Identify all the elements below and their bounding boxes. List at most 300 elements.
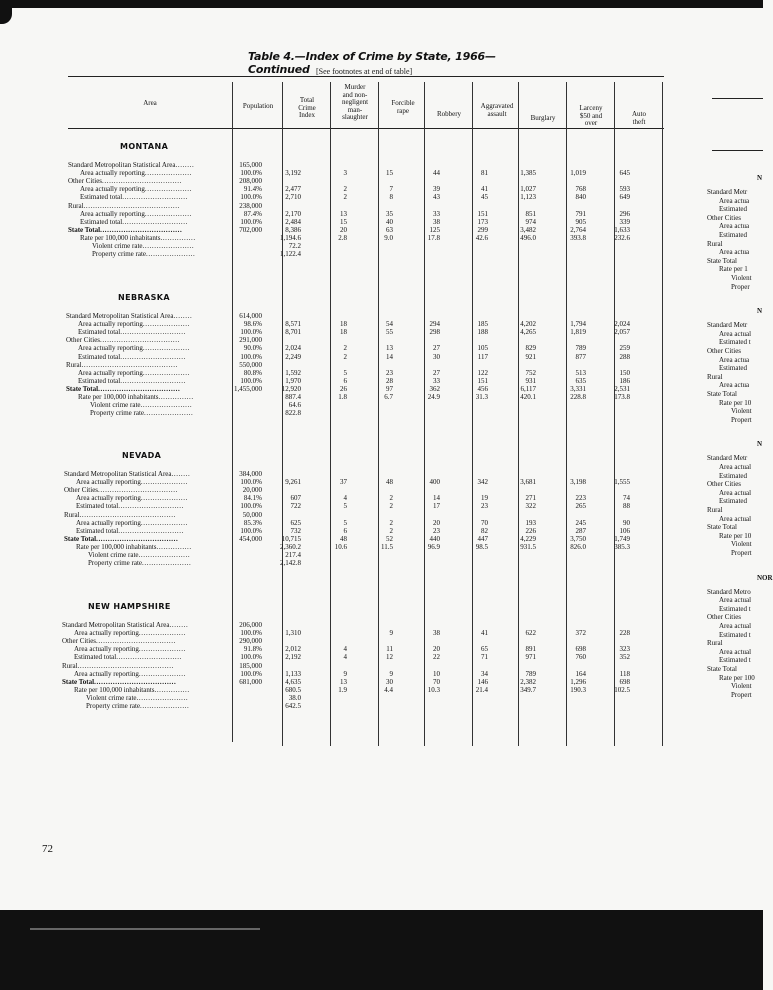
row-label-text: Estimated total	[78, 328, 121, 337]
cell-rape: 9	[389, 629, 393, 638]
cell-rape: 11.5	[381, 542, 393, 551]
cell-larceny: 228.8	[570, 393, 586, 401]
leader-dots: .....................	[144, 409, 194, 418]
cell-larceny: 905	[575, 217, 586, 226]
row-label	[64, 535, 178, 543]
cell-population: 91.4%	[243, 185, 262, 194]
cell-rape: 48	[386, 478, 393, 487]
leader-dots: ..................................	[96, 637, 176, 646]
row-label-text: Rate per 100,000 inhabitants	[74, 685, 155, 694]
leader-dots: ....................	[140, 478, 188, 487]
cell-rape: 35	[386, 209, 393, 218]
cell-burglary: 622	[525, 629, 536, 638]
cell-auto: 1,555	[614, 478, 630, 487]
cell-total: 642.5	[285, 702, 301, 710]
cell-burglary: 891	[525, 645, 536, 654]
leader-dots: ............................	[120, 352, 186, 361]
cell-burglary: 1,123	[520, 193, 536, 202]
cell-larceny: 223	[575, 494, 586, 503]
cell-rape: 63	[386, 225, 393, 234]
cell-assault: 70	[481, 518, 488, 527]
header-top-rule	[68, 76, 664, 77]
cell-rape: 2	[389, 502, 393, 511]
leader-dots: .....................	[142, 559, 192, 568]
cell-population: 87.4%	[243, 209, 262, 218]
fragment-text: Area actual	[719, 647, 752, 656]
row-label	[80, 185, 192, 193]
scan-artifact	[30, 928, 260, 930]
header-population: Population	[242, 102, 274, 110]
header-murder-line: slaughter	[342, 113, 368, 121]
cell-rape: 23	[386, 368, 393, 377]
cell-burglary: 349.7	[520, 685, 536, 694]
cell-murder: 9	[343, 669, 347, 678]
cell-auto: 323	[619, 645, 630, 654]
row-label-text: Violent crime rate	[88, 551, 139, 559]
cell-total: 2,360.2	[280, 542, 301, 551]
cell-larceny: 768	[575, 185, 586, 194]
row-label-text: State Total	[68, 225, 101, 234]
fragment-text: State Total	[707, 665, 737, 673]
cell-larceny: 1,296	[570, 677, 586, 686]
cell-population: 1,455,000	[234, 384, 262, 393]
cell-robbery: 39	[433, 185, 440, 194]
header-burglary	[520, 115, 566, 123]
row-label	[80, 193, 188, 201]
row-label	[78, 328, 186, 336]
cell-auto: 118	[619, 669, 630, 678]
leader-dots: ........	[169, 621, 189, 629]
header-murder-line: man-	[347, 105, 363, 114]
fragment-text: Area actua	[719, 196, 750, 205]
cell-assault: 456	[477, 384, 488, 393]
fragment-text: Estimated t	[719, 604, 751, 613]
cell-population: 290,000	[239, 637, 262, 646]
cell-total: 822.8	[285, 409, 301, 418]
row-label	[78, 320, 190, 328]
cell-population: 91.8%	[243, 645, 262, 654]
cell-robbery: 125	[429, 225, 440, 234]
row-label	[64, 486, 178, 494]
cell-total: 8,571	[285, 320, 301, 329]
cell-murder: 10.6	[334, 542, 347, 551]
leader-dots: ......................	[142, 242, 195, 250]
cell-population: 50,000	[242, 510, 262, 519]
row-label	[68, 177, 182, 185]
row-label-text: Violent crime rate	[90, 401, 141, 410]
row-label-text: Property crime rate	[86, 702, 141, 710]
leader-dots: ............................	[122, 193, 188, 202]
row-label	[66, 312, 192, 320]
cell-rape: 13	[386, 344, 393, 353]
header-larceny-line: over	[584, 119, 598, 127]
cell-total: 2,192	[285, 653, 301, 662]
scan-top-edge	[0, 0, 763, 8]
cell-auto: 593	[619, 185, 630, 194]
cell-larceny: 190.3	[570, 685, 586, 694]
fragment-text: Area actua	[719, 248, 750, 257]
cell-murder: 6	[343, 376, 347, 385]
row-label-text: Estimated total	[76, 526, 119, 535]
fragment-text: Other Cities	[707, 480, 742, 489]
cell-larceny: 1,019	[570, 169, 586, 178]
cell-robbery: 24.9	[427, 393, 440, 401]
row-label-text: Rate per 100,000 inhabitants	[78, 393, 159, 401]
cell-auto: 339	[619, 217, 630, 226]
row-label-text: Property crime rate	[88, 559, 143, 568]
row-label-text: Area actually reporting	[80, 169, 145, 178]
leader-dots: .........................................	[81, 360, 178, 369]
cell-total: 64.6	[288, 401, 301, 410]
row-label	[76, 543, 192, 551]
cell-population: 550,000	[239, 360, 262, 369]
leader-dots: ..................................	[102, 177, 182, 186]
fragment-text: Violent	[731, 407, 752, 416]
fragment-text: Rate per 10	[719, 531, 752, 540]
fragment-text: Rate per 1	[719, 265, 748, 274]
cell-burglary: 496.0	[520, 233, 536, 242]
cell-murder: 1.9	[338, 685, 347, 694]
cell-murder: 2	[343, 344, 347, 353]
cell-total: 1,133	[285, 669, 301, 678]
fragment-text: Other Cities	[707, 347, 742, 355]
cell-rape: 54	[386, 320, 393, 329]
fragment-text: NOR	[757, 573, 773, 582]
cell-total: 887.4	[285, 393, 301, 401]
cell-robbery: 14	[433, 494, 440, 503]
cell-assault: 98.5	[475, 542, 488, 551]
cell-rape: 2	[389, 494, 393, 503]
leader-dots: ...................................	[100, 225, 183, 234]
fragment-text: Violent	[731, 682, 752, 691]
row-label-text: Area actually reporting	[76, 494, 141, 503]
row-label	[74, 653, 182, 661]
fragment-text: Rural	[707, 372, 723, 381]
cell-total: 1,122.4	[280, 250, 301, 259]
row-label	[86, 694, 188, 702]
cell-population: 100.0%	[240, 217, 262, 226]
cell-auto: 1,749	[614, 534, 630, 543]
cell-robbery: 38	[433, 629, 440, 638]
cell-robbery: 27	[433, 344, 440, 353]
cell-total: 722	[290, 502, 301, 511]
row-label	[90, 401, 192, 409]
cell-burglary: 4,265	[520, 328, 536, 337]
header-auto-theft	[616, 111, 662, 126]
row-label	[76, 478, 188, 486]
cell-total: 2,142.8	[280, 559, 301, 568]
cell-burglary: 193	[525, 518, 536, 527]
state-heading: NEBRASKA	[118, 293, 170, 302]
cell-population: 100.0%	[240, 629, 262, 638]
row-label-text: Property crime rate	[92, 250, 147, 259]
cell-population: 98.6%	[243, 320, 262, 329]
cell-total: 2,024	[285, 344, 301, 353]
row-label-text: Area actually reporting	[78, 344, 143, 353]
row-label	[66, 336, 180, 344]
cell-total: 2,477	[285, 185, 301, 194]
leader-dots: .....................	[146, 250, 196, 259]
cell-total: 1,970	[285, 376, 301, 385]
row-label	[88, 559, 191, 567]
cell-burglary: 226	[525, 526, 536, 535]
row-label-text: Other Cities	[66, 336, 101, 345]
leader-dots: ....................	[142, 344, 190, 353]
cell-robbery: 43	[433, 193, 440, 202]
fragment-text: State Total	[707, 256, 737, 265]
leader-dots: ....................	[142, 320, 190, 329]
cell-total: 1,310	[285, 629, 301, 638]
cell-population: 85.3%	[243, 518, 262, 527]
row-label	[88, 551, 190, 559]
cell-auto: 698	[619, 677, 630, 686]
header-larceny-line: Larceny	[579, 104, 603, 112]
cell-larceny: 393.8	[570, 233, 586, 242]
leader-dots: ............................	[122, 217, 188, 226]
leader-dots: ........	[171, 470, 191, 478]
cell-murder: 2	[343, 185, 347, 194]
cell-total: 1,194.6	[280, 233, 301, 242]
cell-total: 4,635	[285, 677, 301, 686]
row-label-text: Rural	[62, 661, 78, 670]
cell-larceny: 840	[575, 193, 586, 202]
cell-rape: 6.7	[384, 393, 393, 401]
header-auto-theft-line: Auto	[632, 110, 646, 118]
cell-assault: 81	[481, 169, 488, 178]
cell-larceny: 698	[575, 645, 586, 654]
cell-auto: 1,633	[614, 225, 630, 234]
header-murder-line: negligent	[341, 98, 369, 106]
cell-robbery: 362	[429, 384, 440, 393]
fragment-text: Standard Metro	[707, 587, 751, 596]
cell-population: 100.0%	[240, 328, 262, 337]
table-subtitle: [See footnotes at end of table]	[316, 67, 413, 76]
leader-dots: .........................................	[83, 201, 180, 210]
cell-larceny: 265	[575, 502, 586, 511]
cell-murder: 4	[343, 645, 347, 654]
row-label-text: Standard Metropolitan Statistical Area	[66, 312, 174, 320]
cell-population: 681,000	[239, 677, 262, 686]
row-label	[78, 353, 186, 361]
header-burglary-line: Burglary	[530, 114, 556, 122]
cell-larceny: 3,198	[570, 478, 586, 487]
cell-larceny: 760	[575, 653, 586, 662]
fragment-text: Proper	[731, 282, 750, 291]
leader-dots: ....................	[144, 169, 192, 178]
leader-dots: ...................................	[98, 384, 181, 393]
fragment-text: Standard Metr	[707, 454, 748, 463]
cell-assault: 146	[477, 677, 488, 686]
cell-auto: 385.3	[614, 542, 630, 551]
leader-dots: ....................	[142, 368, 190, 377]
cell-murder: 6	[343, 526, 347, 535]
leader-dots: ...................................	[94, 677, 177, 686]
fragment-text: Estimated	[719, 497, 747, 506]
cell-burglary: 2,382	[520, 677, 536, 686]
row-label-text: Violent crime rate	[92, 242, 143, 250]
cell-assault: 41	[481, 185, 488, 194]
fragment-text: Standard Metr	[707, 188, 748, 196]
cell-burglary: 271	[525, 494, 536, 503]
fragment-text: Standard Metr	[707, 321, 748, 330]
row-label-text: Rate per 100,000 inhabitants	[80, 233, 161, 242]
cell-total: 1,592	[285, 368, 301, 377]
fragment-text: Estimated	[719, 364, 747, 373]
fragment-text: Estimated t	[719, 656, 751, 665]
row-label-text: Area actually reporting	[74, 669, 139, 678]
cell-rape: 11	[386, 645, 393, 654]
row-label	[68, 161, 194, 169]
cell-population: 291,000	[239, 336, 262, 345]
cell-robbery: 294	[429, 320, 440, 329]
cell-total: 2,249	[285, 352, 301, 361]
row-label	[76, 519, 188, 527]
leader-dots: ...............	[160, 233, 196, 242]
row-label-text: State Total	[64, 534, 97, 543]
cell-assault: 117	[477, 352, 488, 361]
header-larceny	[568, 105, 614, 128]
cell-population: 185,000	[239, 661, 262, 670]
header-total-crime-index-line: Index	[299, 111, 315, 119]
row-label-text: Area actually reporting	[80, 185, 145, 194]
cell-assault: 31.3	[475, 393, 488, 401]
fragment-text: Estimated t	[719, 338, 751, 347]
cell-rape: 15	[386, 169, 393, 178]
cell-murder: 20	[340, 225, 347, 234]
row-label	[92, 250, 195, 258]
cell-larceny: 1,794	[570, 320, 586, 329]
cell-robbery: 10.3	[427, 685, 440, 694]
leader-dots: ....................	[138, 645, 186, 654]
cell-robbery: 440	[429, 534, 440, 543]
row-label-text: Standard Metropolitan Statistical Area	[64, 470, 172, 478]
cell-auto: 186	[619, 376, 630, 385]
cell-burglary: 931	[525, 376, 536, 385]
row-label-text: Violent crime rate	[86, 693, 137, 702]
cell-auto: 288	[619, 352, 630, 361]
leader-dots: ............................	[118, 502, 184, 511]
header-bottom-rule	[68, 128, 664, 129]
cell-assault: 151	[477, 209, 488, 218]
cell-assault: 122	[477, 368, 488, 377]
fragment-text: Violent	[731, 540, 752, 549]
row-label	[78, 369, 190, 377]
scan-corner-mark	[0, 0, 12, 24]
cell-population: 100.0%	[240, 352, 262, 361]
cell-rape: 8	[389, 193, 393, 202]
row-label-text: Other Cities	[62, 637, 97, 646]
cell-burglary: 971	[525, 653, 536, 662]
cell-assault: 82	[481, 526, 488, 535]
fragment-text: Rural	[707, 239, 723, 248]
row-label	[74, 645, 186, 653]
row-label	[80, 210, 192, 218]
cell-murder: 15	[340, 217, 347, 226]
cell-auto: 228	[619, 629, 630, 638]
cell-burglary: 789	[525, 669, 536, 678]
leader-dots: ...............	[158, 393, 194, 401]
cell-total: 10,715	[281, 534, 301, 543]
cell-rape: 28	[386, 376, 393, 385]
fragment-text: State Total	[707, 523, 737, 532]
cell-murder: 5	[343, 368, 347, 377]
row-label	[68, 202, 180, 210]
fragment-text: Violent	[731, 274, 752, 282]
fragment-text: State Total	[707, 390, 737, 398]
row-label-text: Rural	[64, 510, 80, 519]
cell-larceny: 287	[575, 526, 586, 535]
cell-burglary: 3,482	[520, 225, 536, 234]
cell-assault: 447	[477, 534, 488, 543]
cell-rape: 97	[386, 384, 393, 393]
cell-population: 702,000	[239, 225, 262, 234]
row-label-text: Other Cities	[64, 486, 99, 495]
fragment-text: Area actua	[719, 381, 750, 390]
cell-auto: 296	[619, 209, 630, 218]
cell-larceny: 164	[575, 669, 586, 678]
row-label-text: Property crime rate	[90, 409, 145, 418]
cell-auto: 74	[623, 494, 630, 503]
cell-robbery: 38	[433, 217, 440, 226]
row-label-text: Area actually reporting	[76, 518, 141, 527]
cell-burglary: 322	[525, 502, 536, 511]
cell-robbery: 33	[433, 209, 440, 218]
row-label-text: Area actually reporting	[78, 368, 143, 377]
cell-robbery: 22	[433, 653, 440, 662]
fragment-text: Area actual	[719, 463, 752, 471]
cell-murder: 3	[343, 169, 347, 178]
cell-murder: 18	[340, 320, 347, 329]
cell-burglary: 3,681	[520, 478, 536, 487]
cell-auto: 150	[619, 368, 630, 377]
row-label-text: Other Cities	[68, 177, 103, 186]
row-label	[74, 686, 190, 694]
cell-rape: 40	[386, 217, 393, 226]
cell-population: 100.0%	[240, 478, 262, 487]
cell-total: 217.4	[285, 551, 301, 559]
cell-burglary: 1,027	[520, 185, 536, 194]
cell-population: 384,000	[239, 470, 262, 478]
leader-dots: ...............	[156, 542, 192, 551]
cell-larceny: 3,331	[570, 384, 586, 393]
cell-population: 100.0%	[240, 653, 262, 662]
cell-robbery: 44	[433, 169, 440, 178]
cell-robbery: 70	[433, 677, 440, 686]
cell-murder: 26	[340, 384, 347, 393]
scan-bottom-edge	[0, 910, 763, 990]
row-label	[76, 494, 188, 502]
row-label-text: Area actually reporting	[78, 320, 143, 329]
cell-murder: 37	[340, 478, 347, 487]
leader-dots: ............................	[116, 653, 182, 662]
cell-assault: 23	[481, 502, 488, 511]
cell-larceny: 1,819	[570, 328, 586, 337]
row-label-text: Area actually reporting	[80, 209, 145, 218]
row-label	[92, 242, 194, 250]
cell-population: 100.0%	[240, 669, 262, 678]
leader-dots: ....................	[144, 209, 192, 218]
cell-auto: 232.6	[614, 233, 630, 242]
cell-auto: 102.5	[614, 685, 630, 694]
cell-assault: 151	[477, 376, 488, 385]
fragment-text: N	[757, 307, 763, 316]
row-label-text: Rural	[68, 201, 84, 210]
cell-rape: 12	[386, 653, 393, 662]
cell-burglary: 752	[525, 368, 536, 377]
row-label-text: Rate per 100,000 inhabitants	[76, 542, 157, 551]
cell-total: 72.2	[288, 242, 301, 250]
cell-total: 8,386	[285, 225, 301, 234]
